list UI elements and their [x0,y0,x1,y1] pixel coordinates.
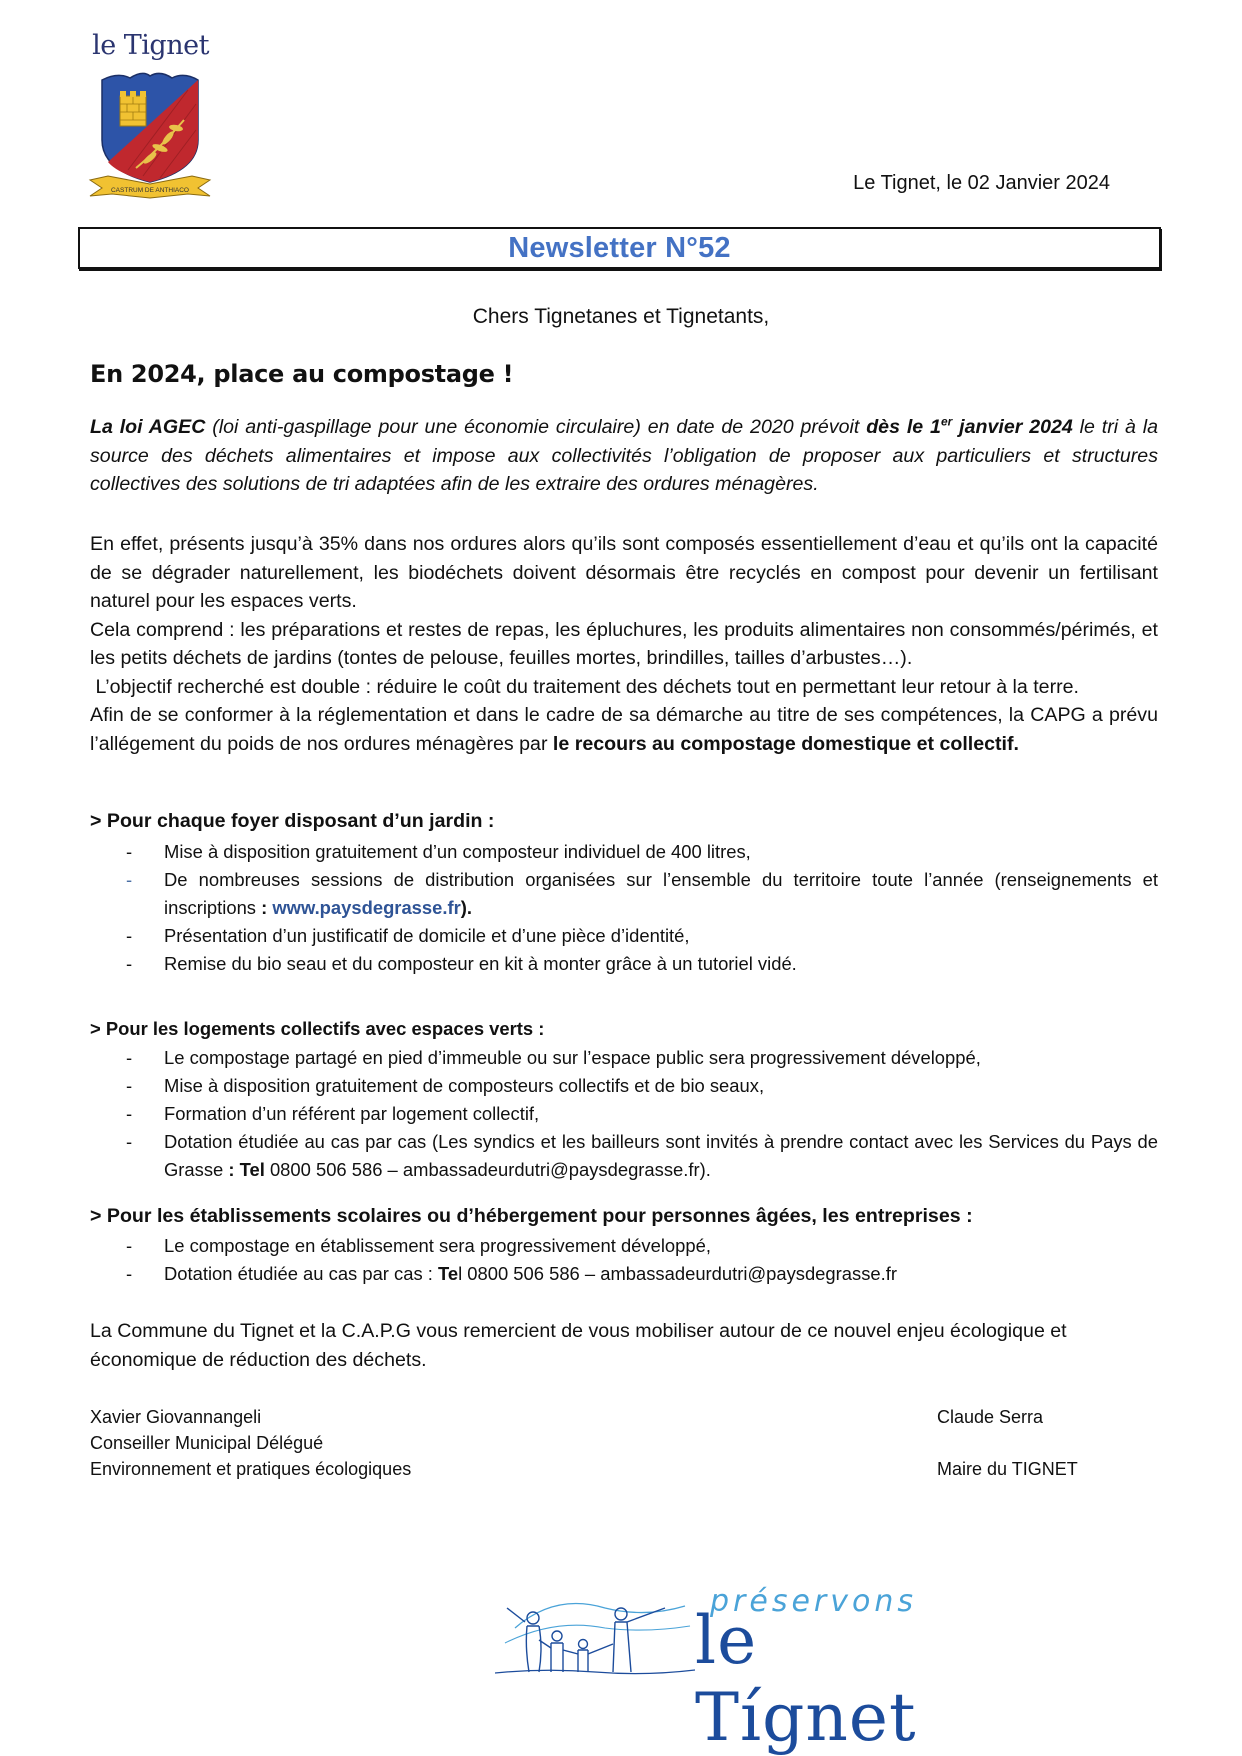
crest-title: le Tignet [92,30,209,61]
list-item-text: Présentation d’un justificatif de domicile et d’une pièce d’identité, [164,925,690,946]
intro-date-pre: dès le 1 [866,416,941,438]
municipal-crest-logo [88,30,213,200]
signature-left [90,1404,411,1482]
list-item [90,866,1158,922]
logo-tagline: préservons [710,1584,918,1619]
closing-paragraph: La Commune du Tignet et la C.A.P.G vous remercient de vous mobiliser autour de ce nouvel enjeu écologique et économique de réduction des déchets. [90,1320,1067,1371]
signatory-name: Xavier Giovannangeli [90,1407,262,1427]
list-item-text: Mise à disposition gratuitement de composteurs collectifs et de bio seaux, [164,1075,765,1096]
list-item [90,1072,1158,1100]
dash-bullet-icon: - [126,953,133,974]
logo-name: le Tígnet [695,1602,917,1756]
list-collective-housing [90,1044,1158,1184]
body-paragraph: Cela comprend : les préparations et restes de repas, les épluchures, les produits alimentaires non consommés/périmés, et les petits déchets de jardins (tontes de pelouse, feuilles mortes, brindilles, tailles d’arbustes…). [90,618,1158,669]
signature-right [937,1404,1078,1482]
body-paragraph: En effet, présents jusqu’à 35% dans nos ordures alors qu’ils sont composés essentiellement d’eau et qu’ils ont la capacité de se dégrader naturellement, les biodéchets doivent désormais être recyclés en compost pour devenir un fertilisant naturel pour les espaces verts. [90,533,1158,612]
contact-details: l 0800 506 586 – ambassadeurdutri@paysdegrasse.fr [458,1263,897,1284]
greeting: Chers Tignetanes et Tignetants, [472,305,770,328]
dash-bullet-icon: - [126,1103,133,1124]
section-title-establishments: > Pour les établissements scolaires ou d’hébergement pour personnes âgées, les entreprises : [90,1205,973,1227]
tel-label: : Tel [228,1159,265,1180]
body-text: Afin de se conformer à la réglementation et dans le cadre de sa démarche au titre de ses compétences, la CAPG a prévu l’allégement du poids de nos ordures ménagères par [90,704,1158,755]
list-item [90,838,1158,866]
signatory-name: Claude Serra [937,1407,1044,1427]
list-item [90,950,1158,978]
dash-bullet-icon: - [126,869,133,890]
list-item [90,1232,1158,1260]
intro-date [866,416,1073,438]
tel-label: Te [437,1263,459,1284]
dash-bullet-icon: - [126,841,133,862]
list-item-text: Le compostage partagé en pied d’immeuble ou sur l’espace public sera progressivement développé, [164,1047,981,1068]
newsletter-title: Newsletter N°52 [508,231,731,264]
list-item-text: De nombreuses sessions de distribution organisées sur l’ensemble du territoire toute l’année (renseignements et inscriptions [164,869,1158,918]
dash-bullet-icon: - [126,1131,133,1152]
body-paragraph: L’objectif recherché est double : réduire le coût du traitement des déchets tout en permettant leur retour à la terre. [90,675,1079,698]
list-item-text: Remise du bio seau et du composteur en kit à monter grâce à un tutoriel vidé. [164,953,797,974]
intro-date-sup: er [940,414,953,429]
list-item [90,1044,1158,1072]
date-line: Le Tignet, le 02 Janvier 2024 [853,172,1110,194]
list-item [90,1260,1158,1288]
list-item-text: Dotation étudiée au cas par cas (Les syndics et les bailleurs sont invités à prendre contact avec les Services du Pays de Grasse [164,1131,1158,1180]
list-households [90,838,1158,978]
list-item [90,1128,1158,1184]
list-item-text: Le compostage en établissement sera progressivement développé, [164,1235,711,1256]
newsletter-title-box [78,227,1161,269]
contact-details: 0800 506 586 – ambassadeurdutri@paysdegrasse.fr). [264,1159,711,1180]
intro-date-post: janvier 2024 [952,416,1073,438]
list-item [90,1100,1158,1128]
intro-text-2: le tri à la source des déchets alimentaires et impose aux collectivités l’obligation de proposer aux particuliers et structures collectives des solutions de tri adaptées afin de les extraire des ordures ménagères. [90,416,1159,495]
dash-bullet-icon: - [126,1075,133,1096]
list-item-end: ). [460,897,472,918]
signatory-role: Conseiller Municipal Délégué [90,1433,324,1453]
list-item-colon: : [261,897,273,918]
coat-of-arms-icon [88,70,213,200]
section-title-households: > Pour chaque foyer disposant d’un jardin : [90,810,495,832]
preservons-le-tignet-logo [495,1584,965,1756]
body-paragraphs [90,530,1158,758]
list-item-text: Formation d’un référent par logement collectif, [164,1103,540,1124]
signatory-role: Maire du TIGNET [937,1459,1078,1479]
body-bold-text: le recours au compostage domestique et collectif. [552,732,1019,755]
intro-text: (loi anti-gaspillage pour une économie circulaire) en date de 2020 prévoit [205,416,867,438]
intro-bold-lead: La loi AGEC [90,416,206,438]
dash-bullet-icon: - [126,1235,133,1256]
list-establishments [90,1232,1158,1288]
list-item [90,922,1158,950]
dash-bullet-icon: - [126,1263,133,1284]
article-heading: En 2024, place au compostage ! [90,360,514,388]
list-item-text: Dotation étudiée au cas par cas : [164,1263,438,1284]
signatory-dept: Environnement et pratiques écologiques [90,1459,412,1479]
body-paragraph [90,701,1158,758]
family-silhouette-icon [495,1588,695,1688]
paysdegrasse-link[interactable]: www.paysdegrasse.fr [272,897,461,918]
section-title-collective-housing: > Pour les logements collectifs avec espaces verts : [90,1018,545,1039]
list-item-text: Mise à disposition gratuitement d’un composteur individuel de 400 litres, [164,841,751,862]
intro-paragraph [90,413,1158,499]
dash-bullet-icon: - [126,1047,133,1068]
dash-bullet-icon: - [126,925,133,946]
crest-motto: CASTRUM DE ANTHIACO [110,187,190,194]
